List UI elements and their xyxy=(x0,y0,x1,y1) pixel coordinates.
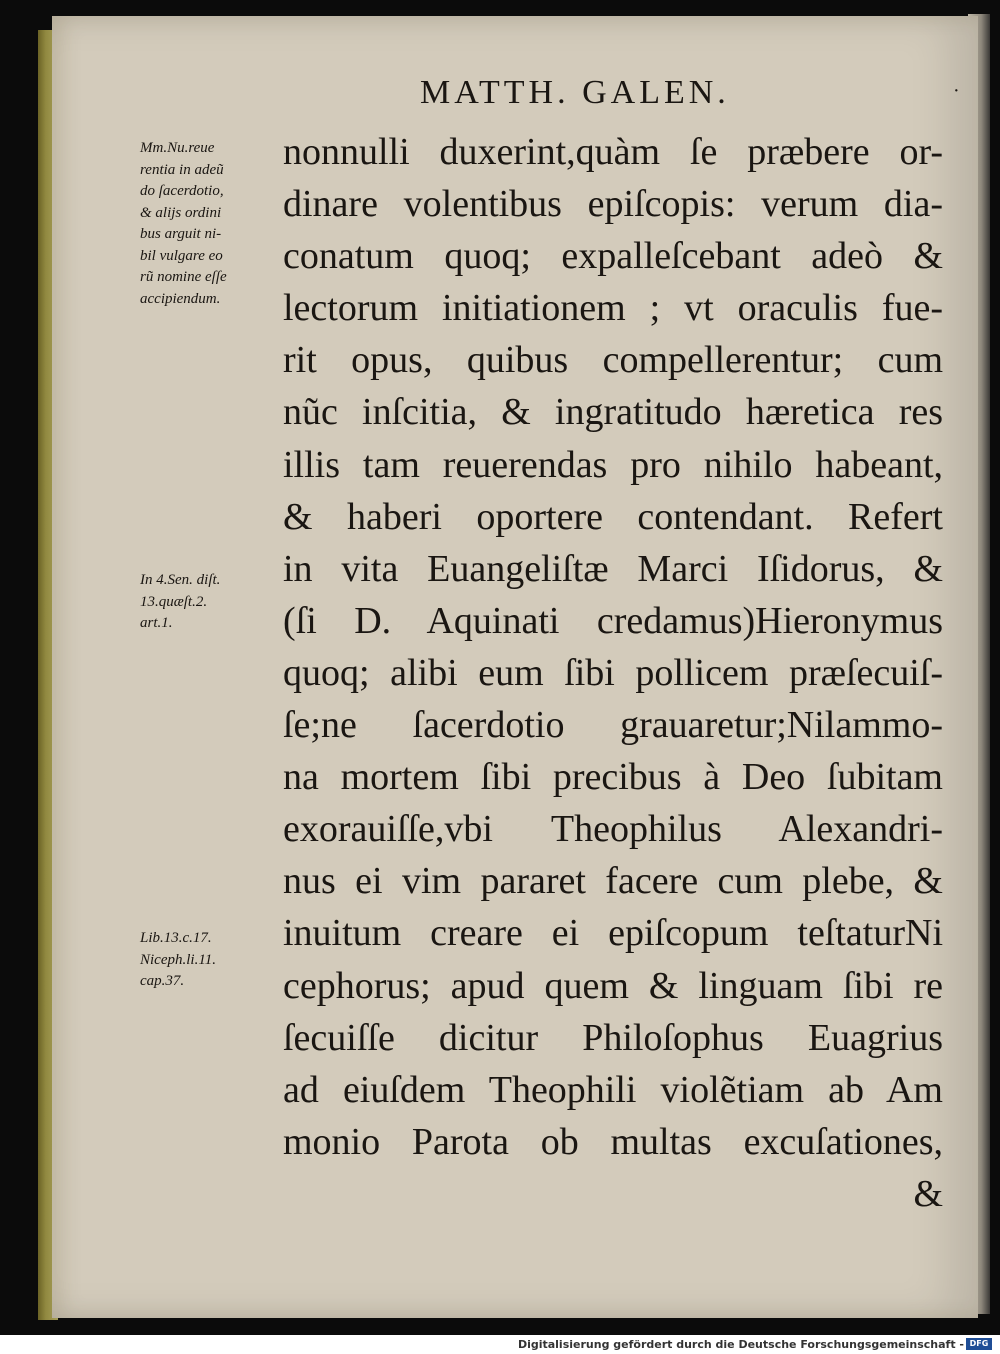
text-line: monio Parota ob multas excuſationes, xyxy=(283,1120,943,1163)
text-line: exorauiſſe,vbi Theophilus Alexandri- xyxy=(283,808,943,851)
catchword: & xyxy=(913,1172,943,1215)
text-line: nus ei vim pararet facere cum plebe, & xyxy=(283,860,943,903)
text-line: & haberi oportere contendant. Refert xyxy=(283,495,943,538)
text-line: quoq; alibi eum ſibi pollicem præſecuiſ- xyxy=(283,651,943,694)
text-line: ad eiuſdem Theophili violẽtiam ab Am xyxy=(283,1068,943,1111)
margin-note-line: bus arguit ni- xyxy=(140,226,222,242)
margin-note-line: 13.quæſt.2. xyxy=(140,593,208,610)
margin-note-line: accipiendum. xyxy=(140,290,221,307)
margin-note-nicephorus xyxy=(140,928,216,993)
text-line: conatum quoq; expalleſcebant adeò & xyxy=(283,235,943,278)
margin-note-line: Mm.Nu.reue xyxy=(140,140,215,156)
running-title: MATTH. GALEN. xyxy=(420,74,730,111)
margin-note-line: bil vulgare eo xyxy=(140,247,223,264)
dfg-logo: DFG xyxy=(966,1338,992,1350)
text-line: inuitum creare ei epiſcopum teſtaturNi xyxy=(283,912,943,955)
margin-note-line: Lib.13.c.17. xyxy=(140,930,212,946)
margin-note-line: art.1. xyxy=(140,615,173,631)
margin-note-line: cap.37. xyxy=(140,973,185,989)
margin-note-line: rentia in adeũ xyxy=(140,161,224,178)
margin-note-line: In 4.Sen. diſt. xyxy=(140,572,221,588)
text-line: cephorus; apud quem & linguam ſibi re xyxy=(283,964,943,1007)
text-line: illis tam reuerendas pro nihilo habeant, xyxy=(283,443,943,486)
margin-note-line: do ſacerdotio, xyxy=(140,183,224,199)
digitization-credit: Digitalisierung gefördert durch die Deutsche Forschungsgemeinschaft - xyxy=(517,1338,964,1351)
margin-note-line: rũ nomine eſſe xyxy=(140,269,227,285)
text-line: lectorum initiationem ; vt oraculis fue- xyxy=(283,287,943,330)
text-line: nũc inſcitia, & ingratitudo hæretica res xyxy=(283,391,943,434)
text-line: ſe;ne ſacerdotio grauaretur;Nilammo- xyxy=(283,704,943,747)
margin-note-line: & alijs ordini xyxy=(140,204,222,221)
corner-mark: · xyxy=(953,80,960,102)
margin-note-sententiae xyxy=(140,570,220,635)
main-text xyxy=(283,126,943,1220)
margin-note-reverentia xyxy=(140,138,227,310)
text-line: ſecuiſſe dicitur Philoſophus Euagrius xyxy=(283,1016,943,1059)
text-line: in vita Euangeliſtæ Marci Iſidorus, & xyxy=(283,547,943,590)
text-line: nonnulli duxerint,quàm ſe præbere or- xyxy=(283,131,943,173)
margin-note-line: Niceph.li.11. xyxy=(140,951,216,968)
text-line: (ſi D. Aquinati credamus)Hieronymus xyxy=(283,599,943,642)
text-line: dinare volentibus epiſcopis: verum dia- xyxy=(283,183,943,226)
text-line: na mortem ſibi precibus à Deo ſubitam xyxy=(283,756,943,799)
text-line: rit opus, quibus compellerentur; cum xyxy=(283,339,943,382)
